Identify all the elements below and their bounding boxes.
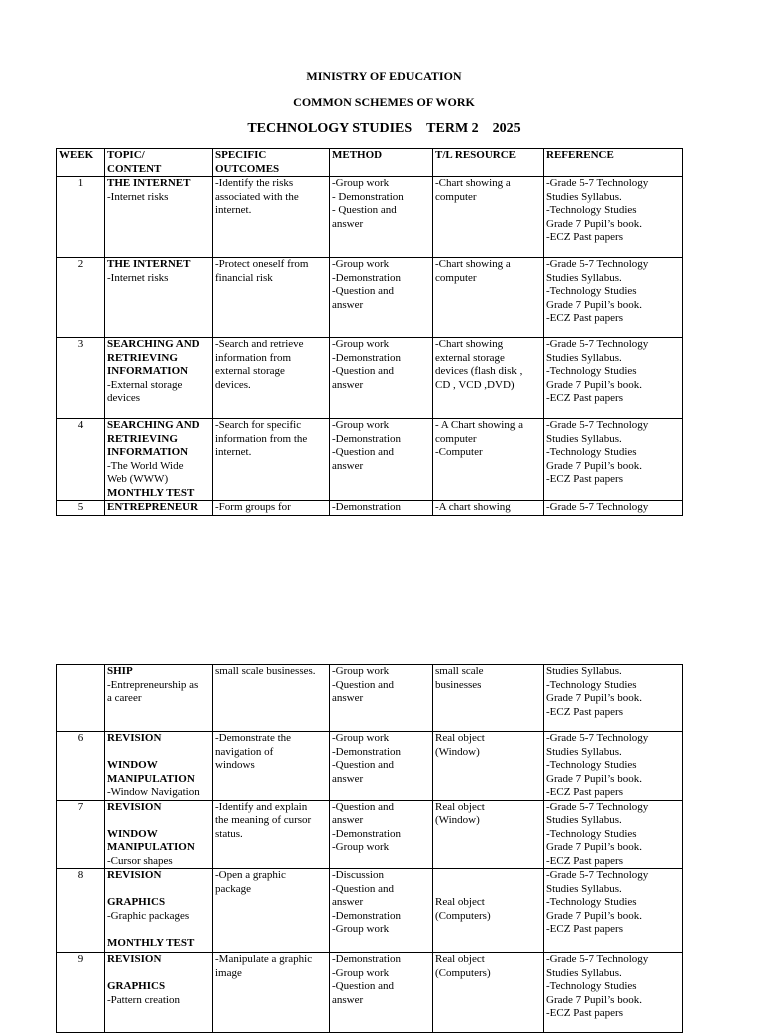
resource-line: - A Chart showing a <box>435 419 523 431</box>
outcomes-line: -Search for specific <box>215 419 302 431</box>
outcomes-line: -Identify and explain <box>215 800 308 813</box>
method-cell <box>330 501 433 516</box>
method-line: -Group work <box>332 841 390 853</box>
table-row <box>57 419 683 501</box>
resource-line: computer <box>435 190 477 203</box>
reference-line: -ECZ Past papers <box>546 1007 623 1019</box>
reference-line: -Grade 5-7 Technology <box>546 177 649 189</box>
column-header-resource <box>433 149 544 177</box>
table-row <box>57 338 683 419</box>
reference-line: -Technology Studies <box>546 896 637 908</box>
outcomes-cell <box>213 501 330 516</box>
reference-cell <box>544 501 683 516</box>
topic-line: -Internet risks <box>107 271 169 284</box>
method-line: -Group work <box>332 665 390 677</box>
reference-line: Studies Syllabus. <box>546 665 622 677</box>
reference-line: Grade 7 Pupil’s book. <box>546 378 642 391</box>
reference-cell <box>544 953 683 1033</box>
reference-line: -Technology Studies <box>546 446 637 458</box>
method-line: -Question and <box>332 678 395 691</box>
resource-line: -A chart showing <box>435 501 511 513</box>
topic-line: -The World Wide <box>107 459 184 472</box>
resource-line: computer <box>435 432 477 445</box>
method-line: -Demonstration <box>332 827 402 840</box>
resource-cell <box>433 732 544 801</box>
week-cell: 6 <box>57 732 105 801</box>
resource-line: computer <box>435 271 477 284</box>
topic-line: RETRIEVING <box>107 351 178 364</box>
outcomes-line: windows <box>215 759 255 771</box>
topic-line: RETRIEVING <box>107 432 178 445</box>
reference-line: -Grade 5-7 Technology <box>546 258 649 270</box>
week-cell: 7 <box>57 800 105 869</box>
resource-line: Real object <box>435 896 485 908</box>
topic-line: ENTREPRENEUR <box>107 501 199 513</box>
reference-line: Grade 7 Pupil’s book. <box>546 772 642 785</box>
column-header-text: CONTENT <box>107 162 162 175</box>
resource-line: external storage <box>435 351 505 364</box>
method-line: -Question and <box>332 759 395 771</box>
resource-line: (Window) <box>435 745 480 758</box>
resource-line: (Computers) <box>435 966 491 979</box>
reference-cell <box>544 338 683 419</box>
reference-line: -Technology Studies <box>546 827 637 840</box>
reference-cell <box>544 419 683 501</box>
topic-line: GRAPHICS <box>107 980 166 992</box>
outcomes-cell <box>213 419 330 501</box>
topic-line: MANIPULATION <box>107 772 195 785</box>
outcomes-line: internet. <box>215 204 252 216</box>
schemes-heading: COMMON SCHEMES OF WORK <box>293 95 475 109</box>
topic-line: INFORMATION <box>107 365 189 377</box>
subject-name: TECHNOLOGY STUDIES <box>247 121 413 136</box>
topic-line: -Window Navigation <box>107 786 200 798</box>
method-line: -Question and <box>332 285 395 297</box>
method-cell <box>330 338 433 419</box>
reference-line: -Grade 5-7 Technology <box>546 869 649 881</box>
method-line: answer <box>332 298 364 311</box>
outcomes-line: external storage <box>215 365 285 377</box>
outcomes-cell <box>213 953 330 1033</box>
resource-line: Real object <box>435 953 485 965</box>
outcomes-line: navigation of <box>215 745 274 758</box>
reference-line: -Grade 5-7 Technology <box>546 953 649 965</box>
reference-line: -Technology Studies <box>546 285 637 297</box>
table-row <box>57 953 683 1033</box>
method-line: answer <box>332 459 364 472</box>
resource-line: -Computer <box>435 446 483 458</box>
reference-line: Grade 7 Pupil’s book. <box>546 692 642 704</box>
scheme-table-page-1 <box>56 148 683 516</box>
table-row <box>57 258 683 338</box>
resource-cell <box>433 869 544 953</box>
method-line: -Group work <box>332 177 390 189</box>
reference-line: -Technology Studies <box>546 759 637 771</box>
reference-line: Studies Syllabus. <box>546 190 622 203</box>
reference-line: Grade 7 Pupil’s book. <box>546 459 642 472</box>
resource-cell <box>433 501 544 516</box>
method-line: answer <box>332 814 364 826</box>
topic-cell <box>105 258 213 338</box>
scheme-table-page-2 <box>56 664 683 1033</box>
resource-cell <box>433 338 544 419</box>
method-line: -Question and <box>332 800 395 813</box>
outcomes-line: financial risk <box>215 271 273 284</box>
topic-line: THE INTERNET <box>107 258 191 270</box>
reference-cell <box>544 732 683 801</box>
method-line: -Demonstration <box>332 501 402 513</box>
topic-line: REVISION <box>107 732 162 744</box>
topic-line: INFORMATION <box>107 446 189 458</box>
reference-line: -Grade 5-7 Technology <box>546 419 649 431</box>
topic-line: REVISION <box>107 869 162 881</box>
topic-line: REVISION <box>107 953 162 965</box>
subject-heading <box>0 121 768 137</box>
method-cell <box>330 258 433 338</box>
resource-cell <box>433 258 544 338</box>
outcomes-line: devices. <box>215 378 251 391</box>
reference-line: Studies Syllabus. <box>546 882 622 895</box>
topic-line: MANIPULATION <box>107 841 195 853</box>
resource-line: CD , VCD ,DVD) <box>435 378 515 391</box>
reference-line: -ECZ Past papers <box>546 312 623 324</box>
method-line: -Question and <box>332 446 395 458</box>
outcomes-line: -Open a graphic <box>215 869 286 881</box>
method-line: - Demonstration <box>332 190 404 203</box>
resource-cell <box>433 665 544 732</box>
reference-line: -ECZ Past papers <box>546 392 623 404</box>
topic-cell <box>105 338 213 419</box>
method-line: -Group work <box>332 923 390 935</box>
outcomes-cell <box>213 732 330 801</box>
table-row <box>57 800 683 869</box>
week-cell: 1 <box>57 177 105 258</box>
topic-line: devices <box>107 392 140 404</box>
resource-line: Real object <box>435 732 485 744</box>
resource-cell <box>433 419 544 501</box>
reference-line: -Grade 5-7 Technology <box>546 732 649 744</box>
year-label: 2025 <box>492 121 521 136</box>
method-line: -Group work <box>332 258 390 270</box>
method-line: - Question and <box>332 204 397 216</box>
topic-cell <box>105 665 213 732</box>
resource-line: -Chart showing <box>435 338 504 350</box>
resource-line: (Window) <box>435 814 480 826</box>
reference-line: Studies Syllabus. <box>546 745 622 758</box>
column-header-text: REFERENCE <box>546 149 614 161</box>
method-line: -Group work <box>332 732 390 744</box>
outcomes-line: status. <box>215 827 243 840</box>
column-header-text: WEEK <box>59 149 94 161</box>
method-line: -Question and <box>332 980 395 992</box>
outcomes-line: the meaning of cursor <box>215 814 312 826</box>
reference-cell <box>544 869 683 953</box>
outcomes-cell <box>213 177 330 258</box>
topic-line: SEARCHING AND <box>107 338 200 350</box>
reference-line: Grade 7 Pupil’s book. <box>546 298 642 311</box>
outcomes-line: -Search and retrieve <box>215 338 304 350</box>
method-line: -Demonstration <box>332 351 402 364</box>
method-line: answer <box>332 993 364 1006</box>
column-header-text: OUTCOMES <box>215 162 280 175</box>
method-line: -Demonstration <box>332 909 402 922</box>
outcomes-line: image <box>215 966 242 979</box>
topic-line: WINDOW <box>107 759 158 771</box>
method-line: -Demonstration <box>332 953 402 965</box>
week-cell: 2 <box>57 258 105 338</box>
topic-line: MONTHLY TEST <box>107 936 195 949</box>
topic-cell <box>105 953 213 1033</box>
topic-line: REVISION <box>107 800 162 813</box>
outcomes-line: -Identify the risks <box>215 177 294 189</box>
method-line: -Question and <box>332 882 395 895</box>
table-row <box>57 177 683 258</box>
reference-cell <box>544 665 683 732</box>
method-line: -Group work <box>332 338 390 350</box>
column-header-text: METHOD <box>332 149 383 161</box>
method-line: -Group work <box>332 966 390 979</box>
topic-line: -Internet risks <box>107 190 169 203</box>
reference-line: Studies Syllabus. <box>546 271 622 284</box>
reference-line: Grade 7 Pupil’s book. <box>546 217 642 230</box>
method-line: answer <box>332 378 364 391</box>
resource-cell <box>433 953 544 1033</box>
resource-line: Real object <box>435 800 485 813</box>
method-line: answer <box>332 217 364 230</box>
ministry-heading: MINISTRY OF EDUCATION <box>306 69 462 83</box>
reference-line: -ECZ Past papers <box>546 705 623 718</box>
resource-line: small scale <box>435 665 484 677</box>
reference-line: -ECZ Past papers <box>546 473 623 485</box>
column-header-reference <box>544 149 683 177</box>
week-cell: 3 <box>57 338 105 419</box>
reference-line: Grade 7 Pupil’s book. <box>546 909 642 922</box>
method-cell <box>330 419 433 501</box>
method-cell <box>330 665 433 732</box>
column-header-text: SPECIFIC <box>215 149 267 161</box>
reference-line: -ECZ Past papers <box>546 854 623 867</box>
reference-line: -Technology Studies <box>546 365 637 377</box>
reference-line: -ECZ Past papers <box>546 786 623 798</box>
week-cell: 5 <box>57 501 105 516</box>
method-line: -Discussion <box>332 869 384 881</box>
reference-line: Studies Syllabus. <box>546 432 622 445</box>
resource-line: (Computers) <box>435 909 491 922</box>
reference-line: -Grade 5-7 Technology <box>546 800 649 813</box>
method-line: answer <box>332 692 364 704</box>
method-line: -Group work <box>332 419 390 431</box>
reference-line: Studies Syllabus. <box>546 966 622 979</box>
reference-cell <box>544 800 683 869</box>
resource-cell <box>433 177 544 258</box>
table-row <box>57 665 683 732</box>
method-cell <box>330 869 433 953</box>
week-cell: 8 <box>57 869 105 953</box>
method-cell <box>330 177 433 258</box>
reference-line: -ECZ Past papers <box>546 231 623 243</box>
reference-line: Grade 7 Pupil’s book. <box>546 841 642 853</box>
reference-line: -Technology Studies <box>546 678 637 691</box>
outcomes-cell <box>213 258 330 338</box>
term-label: TERM 2 <box>426 121 479 136</box>
outcomes-line: -Form groups for <box>215 501 291 513</box>
topic-line: SEARCHING AND <box>107 419 200 431</box>
method-cell <box>330 953 433 1033</box>
topic-line: GRAPHICS <box>107 896 166 908</box>
topic-cell <box>105 869 213 953</box>
outcomes-cell <box>213 338 330 419</box>
reference-line: -Technology Studies <box>546 204 637 216</box>
topic-line: SHIP <box>107 665 133 677</box>
resource-line: -Chart showing a <box>435 258 511 270</box>
week-cell <box>57 665 105 732</box>
outcomes-line: associated with the <box>215 190 299 203</box>
method-cell <box>330 732 433 801</box>
reference-line: Studies Syllabus. <box>546 351 622 364</box>
topic-cell <box>105 177 213 258</box>
topic-line: a career <box>107 692 142 704</box>
reference-cell <box>544 177 683 258</box>
outcomes-line: -Demonstrate the <box>215 732 292 744</box>
method-line: answer <box>332 772 364 785</box>
outcomes-cell <box>213 800 330 869</box>
topic-line: THE INTERNET <box>107 177 191 189</box>
outcomes-line: information from the <box>215 432 308 445</box>
resource-line: devices (flash disk , <box>435 365 523 377</box>
column-header-week <box>57 149 105 177</box>
reference-line: -ECZ Past papers <box>546 923 623 935</box>
reference-line: Grade 7 Pupil’s book. <box>546 993 642 1006</box>
topic-line: -Pattern creation <box>107 993 180 1006</box>
column-header-text: T/L RESOURCE <box>435 149 516 161</box>
method-cell <box>330 800 433 869</box>
outcomes-line: internet. <box>215 446 252 458</box>
reference-line: -Grade 5-7 Technology <box>546 501 649 513</box>
outcomes-cell <box>213 665 330 732</box>
topic-cell <box>105 800 213 869</box>
outcomes-cell <box>213 869 330 953</box>
topic-line: -Entrepreneurship as <box>107 678 199 691</box>
week-cell: 9 <box>57 953 105 1033</box>
topic-line: MONTHLY TEST <box>107 486 195 499</box>
outcomes-line: package <box>215 882 252 895</box>
topic-line: -Graphic packages <box>107 909 190 922</box>
resource-line: businesses <box>435 678 482 691</box>
resource-line: -Chart showing a <box>435 177 511 189</box>
topic-cell <box>105 419 213 501</box>
column-header-topic <box>105 149 213 177</box>
outcomes-line: -Protect oneself from <box>215 258 309 270</box>
outcomes-line: information from <box>215 351 292 364</box>
method-line: -Question and <box>332 365 395 377</box>
table-row <box>57 732 683 801</box>
table-header-row <box>57 149 683 177</box>
topic-cell <box>105 501 213 516</box>
table-row <box>57 869 683 953</box>
method-line: -Demonstration <box>332 432 402 445</box>
topic-line: -External storage <box>107 378 183 391</box>
column-header-outcomes <box>213 149 330 177</box>
reference-line: -Technology Studies <box>546 980 637 992</box>
outcomes-line: small scale businesses. <box>215 665 316 677</box>
reference-line: -Grade 5-7 Technology <box>546 338 649 350</box>
method-line: -Demonstration <box>332 271 402 284</box>
topic-line: WINDOW <box>107 827 158 840</box>
method-line: -Demonstration <box>332 745 402 758</box>
table-row <box>57 501 683 516</box>
topic-line: -Cursor shapes <box>107 854 173 867</box>
reference-line: Studies Syllabus. <box>546 814 622 826</box>
topic-line: Web (WWW) <box>107 473 169 485</box>
topic-cell <box>105 732 213 801</box>
reference-cell <box>544 258 683 338</box>
outcomes-line: -Manipulate a graphic <box>215 953 313 965</box>
week-cell: 4 <box>57 419 105 501</box>
column-header-method <box>330 149 433 177</box>
column-header-text: TOPIC/ <box>107 149 145 161</box>
method-line: answer <box>332 896 364 908</box>
resource-cell <box>433 800 544 869</box>
